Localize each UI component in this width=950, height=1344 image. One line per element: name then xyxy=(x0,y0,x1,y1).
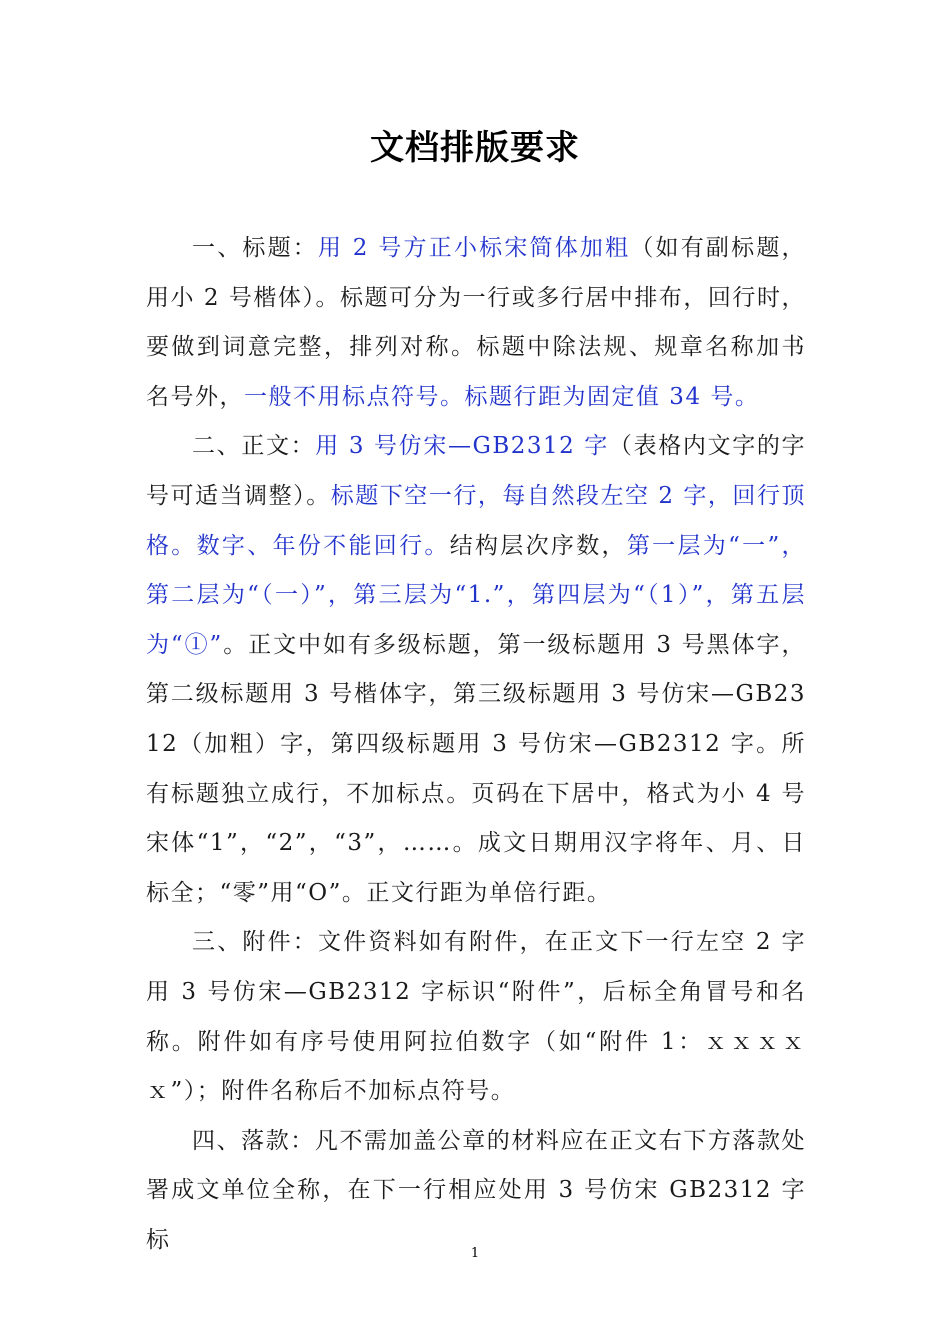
document-title: 文档排版要求 xyxy=(370,128,580,168)
paragraph-attachment-rules xyxy=(146,918,806,1116)
highlighted-text-segment: 用 3 号仿宋—GB2312 字 xyxy=(315,433,609,460)
text-segment: 二、正文： xyxy=(192,433,316,460)
text-segment: 四、落款：凡不需加盖公章的材料应在正文右下方落款处署成文单位全称，在下一行相应处用 3 号仿宋 GB2312 字标 xyxy=(146,1127,806,1253)
text-segment: （如有副标题，用小 2 号楷体）。标题可分为一行或多行居中排布，回行时，要做到词意完整，排列对称。标题中除法规、规章名称加书名号外， xyxy=(146,235,807,410)
paragraph-title-rules xyxy=(146,224,806,422)
paragraph-body-text-rules xyxy=(146,422,806,918)
text-segment: 一、标题： xyxy=(192,235,318,261)
page-number: 1 xyxy=(470,1246,480,1261)
paragraph-signature-rules xyxy=(146,1117,806,1266)
highlighted-text-segment: 一般不用标点符号。标题行距为固定值 34 号。 xyxy=(244,383,760,410)
text-segment: （表格内文字的字号可适当调整）。 xyxy=(146,433,806,509)
highlighted-text-segment: 第一层为“一”，第二层为“（一）”，第三层为“1.”，第四层为“（1）”，第五层为“①” xyxy=(146,532,807,658)
highlighted-text-segment: 标题下空一行，每自然段左空 2 字，回行顶格。数字、年份不能回行。 xyxy=(146,482,806,559)
document-body xyxy=(146,224,806,1265)
text-segment: 三、附件：文件资料如有附件，在正文下一行左空 2 字用 3 号仿宋—GB2312 字标识“附件”，后标全角冒号和名称。附件如有序号使用阿拉伯数字（如“附件 1：ｘｘｘｘｘ”）；附件名称后不加标点符号。 xyxy=(146,929,806,1105)
text-segment: 。正文中如有多级标题，第一级标题用 3 号黑体字，第二级标题用 3 号楷体字，第三级标题用 3 号仿宋—GB2312（加粗）字，第四级标题用 3 号仿宋—GB2312 字。所有标题独立成行，不加标点。页码在下居中，格式为小 4 号宋体“1”，“2”，“3”，……。成文日期用汉字将年、月、日标全；“零”用“O”。正文行距为单倍行距。 xyxy=(146,631,806,906)
text-segment: 结构层次序数， xyxy=(449,532,627,559)
highlighted-text-segment: 用 2 号方正小标宋简体加粗 xyxy=(318,235,631,261)
